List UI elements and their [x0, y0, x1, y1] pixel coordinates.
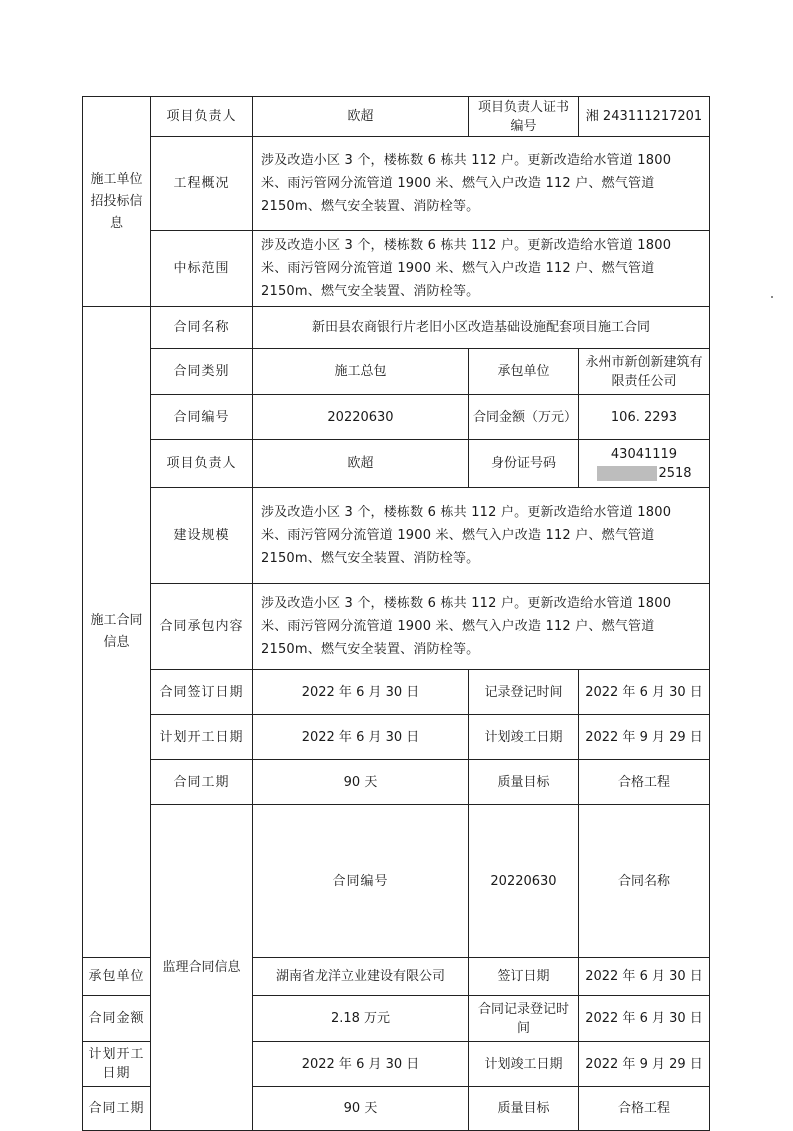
table-row [83, 97, 710, 137]
label-id-number: 身份证号码 [469, 440, 579, 488]
label-sign-date: 合同签订日期 [151, 670, 253, 715]
label-record-date: 合同记录登记时间 [469, 996, 579, 1042]
value-planned-finish: 2022 年 9 月 29 日 [579, 1042, 710, 1087]
value-contract-name: 新田县农商银行片老旧小区改造基础设施配套项目施工合同 [253, 307, 710, 349]
table-row [83, 805, 710, 958]
label-planned-finish: 计划竣工日期 [469, 1042, 579, 1087]
value-planned-start: 2022 年 6 月 30 日 [253, 715, 469, 760]
id-number-prefix: 43041119 [610, 446, 678, 462]
value-record-date: 2022 年 6 月 30 日 [579, 670, 710, 715]
label-sign-date: 签订日期 [469, 958, 579, 996]
label-quality-target: 质量目标 [469, 1087, 579, 1131]
value-sign-date: 2022 年 6 月 30 日 [253, 670, 469, 715]
label-contractor: 承包单位 [469, 349, 579, 395]
value-id-number [579, 440, 710, 488]
label-quality-target: 质量目标 [469, 760, 579, 805]
scan-speck [771, 296, 773, 298]
table-row [83, 670, 710, 715]
label-contract-number: 合同编号 [253, 805, 469, 958]
value-contract-number: 20220630 [469, 805, 579, 958]
section-title-construction-contract: 施工合同信息 [83, 307, 151, 958]
value-bid-scope: 涉及改造小区 3 个，楼栋数 6 栋共 112 户。更新改造给水管道 1800 米、雨污管网分流管道 1900 米、燃气入户改造 112 户、燃气管道 2150m、燃气安全装置、消防栓等。 [253, 231, 710, 307]
value-construction-scale: 涉及改造小区 3 个，楼栋数 6 栋共 112 户。更新改造给水管道 1800 米、雨污管网分流管道 1900 米、燃气入户改造 112 户、燃气管道 2150m、燃气安全装置、消防栓等。 [253, 488, 710, 584]
label-contract-name: 合同名称 [579, 805, 710, 958]
value-planned-start: 2022 年 6 月 30 日 [253, 1042, 469, 1087]
label-contract-amount: 合同金额（万元） [469, 395, 579, 440]
section-title-bidding: 施工单位招投标信息 [83, 97, 151, 307]
value-project-manager: 欧超 [253, 440, 469, 488]
label-construction-scale: 建设规模 [151, 488, 253, 584]
label-bid-scope: 中标范围 [151, 231, 253, 307]
value-contract-amount: 2.18 万元 [253, 996, 469, 1042]
value-cert-number: 湘 243111217201 [579, 97, 710, 137]
table-row [83, 231, 710, 307]
label-planned-start: 计划开工日期 [83, 1042, 151, 1087]
value-contract-number: 20220630 [253, 395, 469, 440]
label-planned-start: 计划开工日期 [151, 715, 253, 760]
value-contractor: 永州市新创新建筑有限责任公司 [579, 349, 710, 395]
label-contract-amount: 合同金额 [83, 996, 151, 1042]
value-project-manager: 欧超 [253, 97, 469, 137]
redaction-block [597, 466, 657, 481]
label-project-manager: 项目负责人 [151, 440, 253, 488]
label-contract-content: 合同承包内容 [151, 584, 253, 670]
table-row [83, 137, 710, 231]
value-record-date: 2022 年 6 月 30 日 [579, 996, 710, 1042]
label-contract-number: 合同编号 [151, 395, 253, 440]
label-contract-period: 合同工期 [83, 1087, 151, 1131]
value-planned-finish: 2022 年 9 月 29 日 [579, 715, 710, 760]
value-contract-type: 施工总包 [253, 349, 469, 395]
table-row [83, 395, 710, 440]
value-quality-target: 合格工程 [579, 1087, 710, 1131]
value-project-overview: 涉及改造小区 3 个，楼栋数 6 栋共 112 户。更新改造给水管道 1800 米、雨污管网分流管道 1900 米、燃气入户改造 112 户、燃气管道 2150m、燃气安全装置、消防栓等。 [253, 137, 710, 231]
table-row [83, 307, 710, 349]
id-number-suffix: 2518 [658, 465, 692, 481]
label-project-overview: 工程概况 [151, 137, 253, 231]
label-planned-finish: 计划竣工日期 [469, 715, 579, 760]
table-row [83, 584, 710, 670]
info-table [82, 96, 710, 1131]
section-title-supervision-contract: 监理合同信息 [151, 805, 253, 1131]
value-quality-target: 合格工程 [579, 760, 710, 805]
table-row [83, 349, 710, 395]
label-contract-name: 合同名称 [151, 307, 253, 349]
value-sign-date: 2022 年 6 月 30 日 [579, 958, 710, 996]
value-contract-period: 90 天 [253, 1087, 469, 1131]
label-contract-type: 合同类别 [151, 349, 253, 395]
label-cert-number: 项目负责人证书编号 [469, 97, 579, 137]
value-contract-amount: 106. 2293 [579, 395, 710, 440]
table-row [83, 488, 710, 584]
label-record-date: 记录登记时间 [469, 670, 579, 715]
value-contract-period: 90 天 [253, 760, 469, 805]
label-project-manager: 项目负责人 [151, 97, 253, 137]
table-row [83, 760, 710, 805]
table-row [83, 715, 710, 760]
label-contract-period: 合同工期 [151, 760, 253, 805]
value-contract-content: 涉及改造小区 3 个，楼栋数 6 栋共 112 户。更新改造给水管道 1800 米、雨污管网分流管道 1900 米、燃气入户改造 112 户、燃气管道 2150m、燃气安全装置、消防栓等。 [253, 584, 710, 670]
value-contractor: 湖南省龙洋立业建设有限公司 [253, 958, 469, 996]
table-row [83, 440, 710, 488]
label-contractor: 承包单位 [83, 958, 151, 996]
